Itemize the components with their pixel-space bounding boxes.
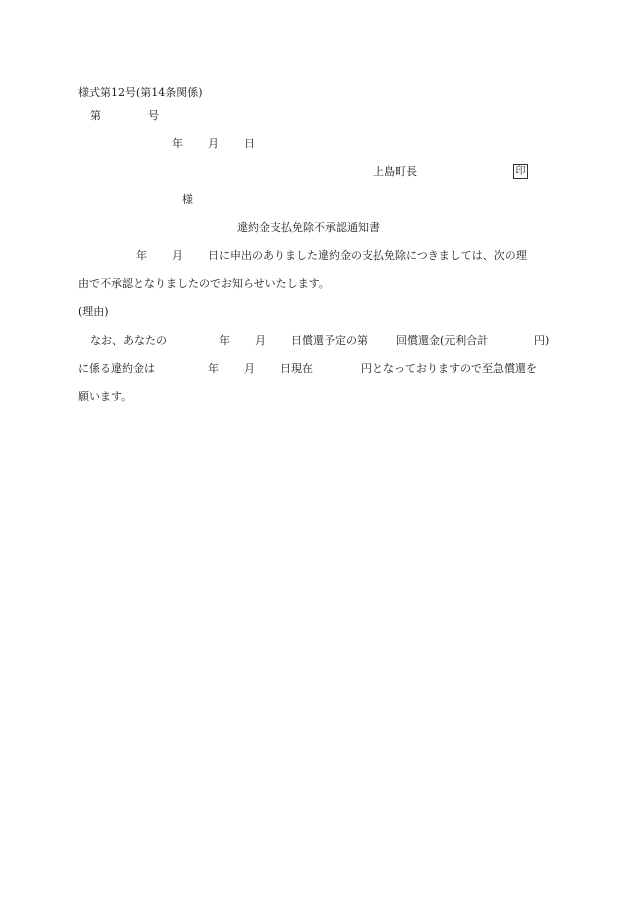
date-year: 年: [172, 137, 183, 150]
seal-mark: 印: [513, 164, 528, 179]
para1-year: 年: [136, 249, 147, 262]
para3-year: 年: [208, 362, 219, 375]
para3-month: 月: [244, 362, 255, 375]
reason-heading: (理由): [78, 305, 109, 318]
number-suffix: 号: [148, 109, 159, 122]
para1-month: 月: [172, 249, 183, 262]
addressee-honorific: 様: [182, 193, 193, 206]
number-prefix: 第: [90, 109, 101, 122]
para2-year: 年: [219, 334, 230, 347]
para1-continuation: 由で不承認となりましたのでお知らせいたします。: [78, 277, 330, 290]
date-month: 月: [208, 137, 219, 150]
para3-text2: 円となっておりますので至急償還を: [361, 362, 537, 375]
para2-text3: 円): [534, 334, 550, 347]
para1-text: 日に申出のありました違約金の支払免除につきましては、次の理: [208, 249, 527, 262]
para2-month: 月: [255, 334, 266, 347]
para2-text2: 回償還金(元利合計: [396, 334, 489, 347]
form-label: 様式第12号(第14条関係): [78, 86, 203, 99]
issuer-title: 上島町長: [373, 165, 417, 178]
date-day: 日: [244, 137, 255, 150]
para2-text1: 日償還予定の第: [291, 334, 368, 347]
para3-text1: 日現在: [280, 362, 313, 375]
para4: 願います。: [78, 390, 133, 403]
document-title: 違約金支払免除不承認通知書: [237, 221, 380, 234]
para3-start: に係る違約金は: [78, 362, 155, 375]
para2-start: なお、あなたの: [90, 334, 167, 347]
